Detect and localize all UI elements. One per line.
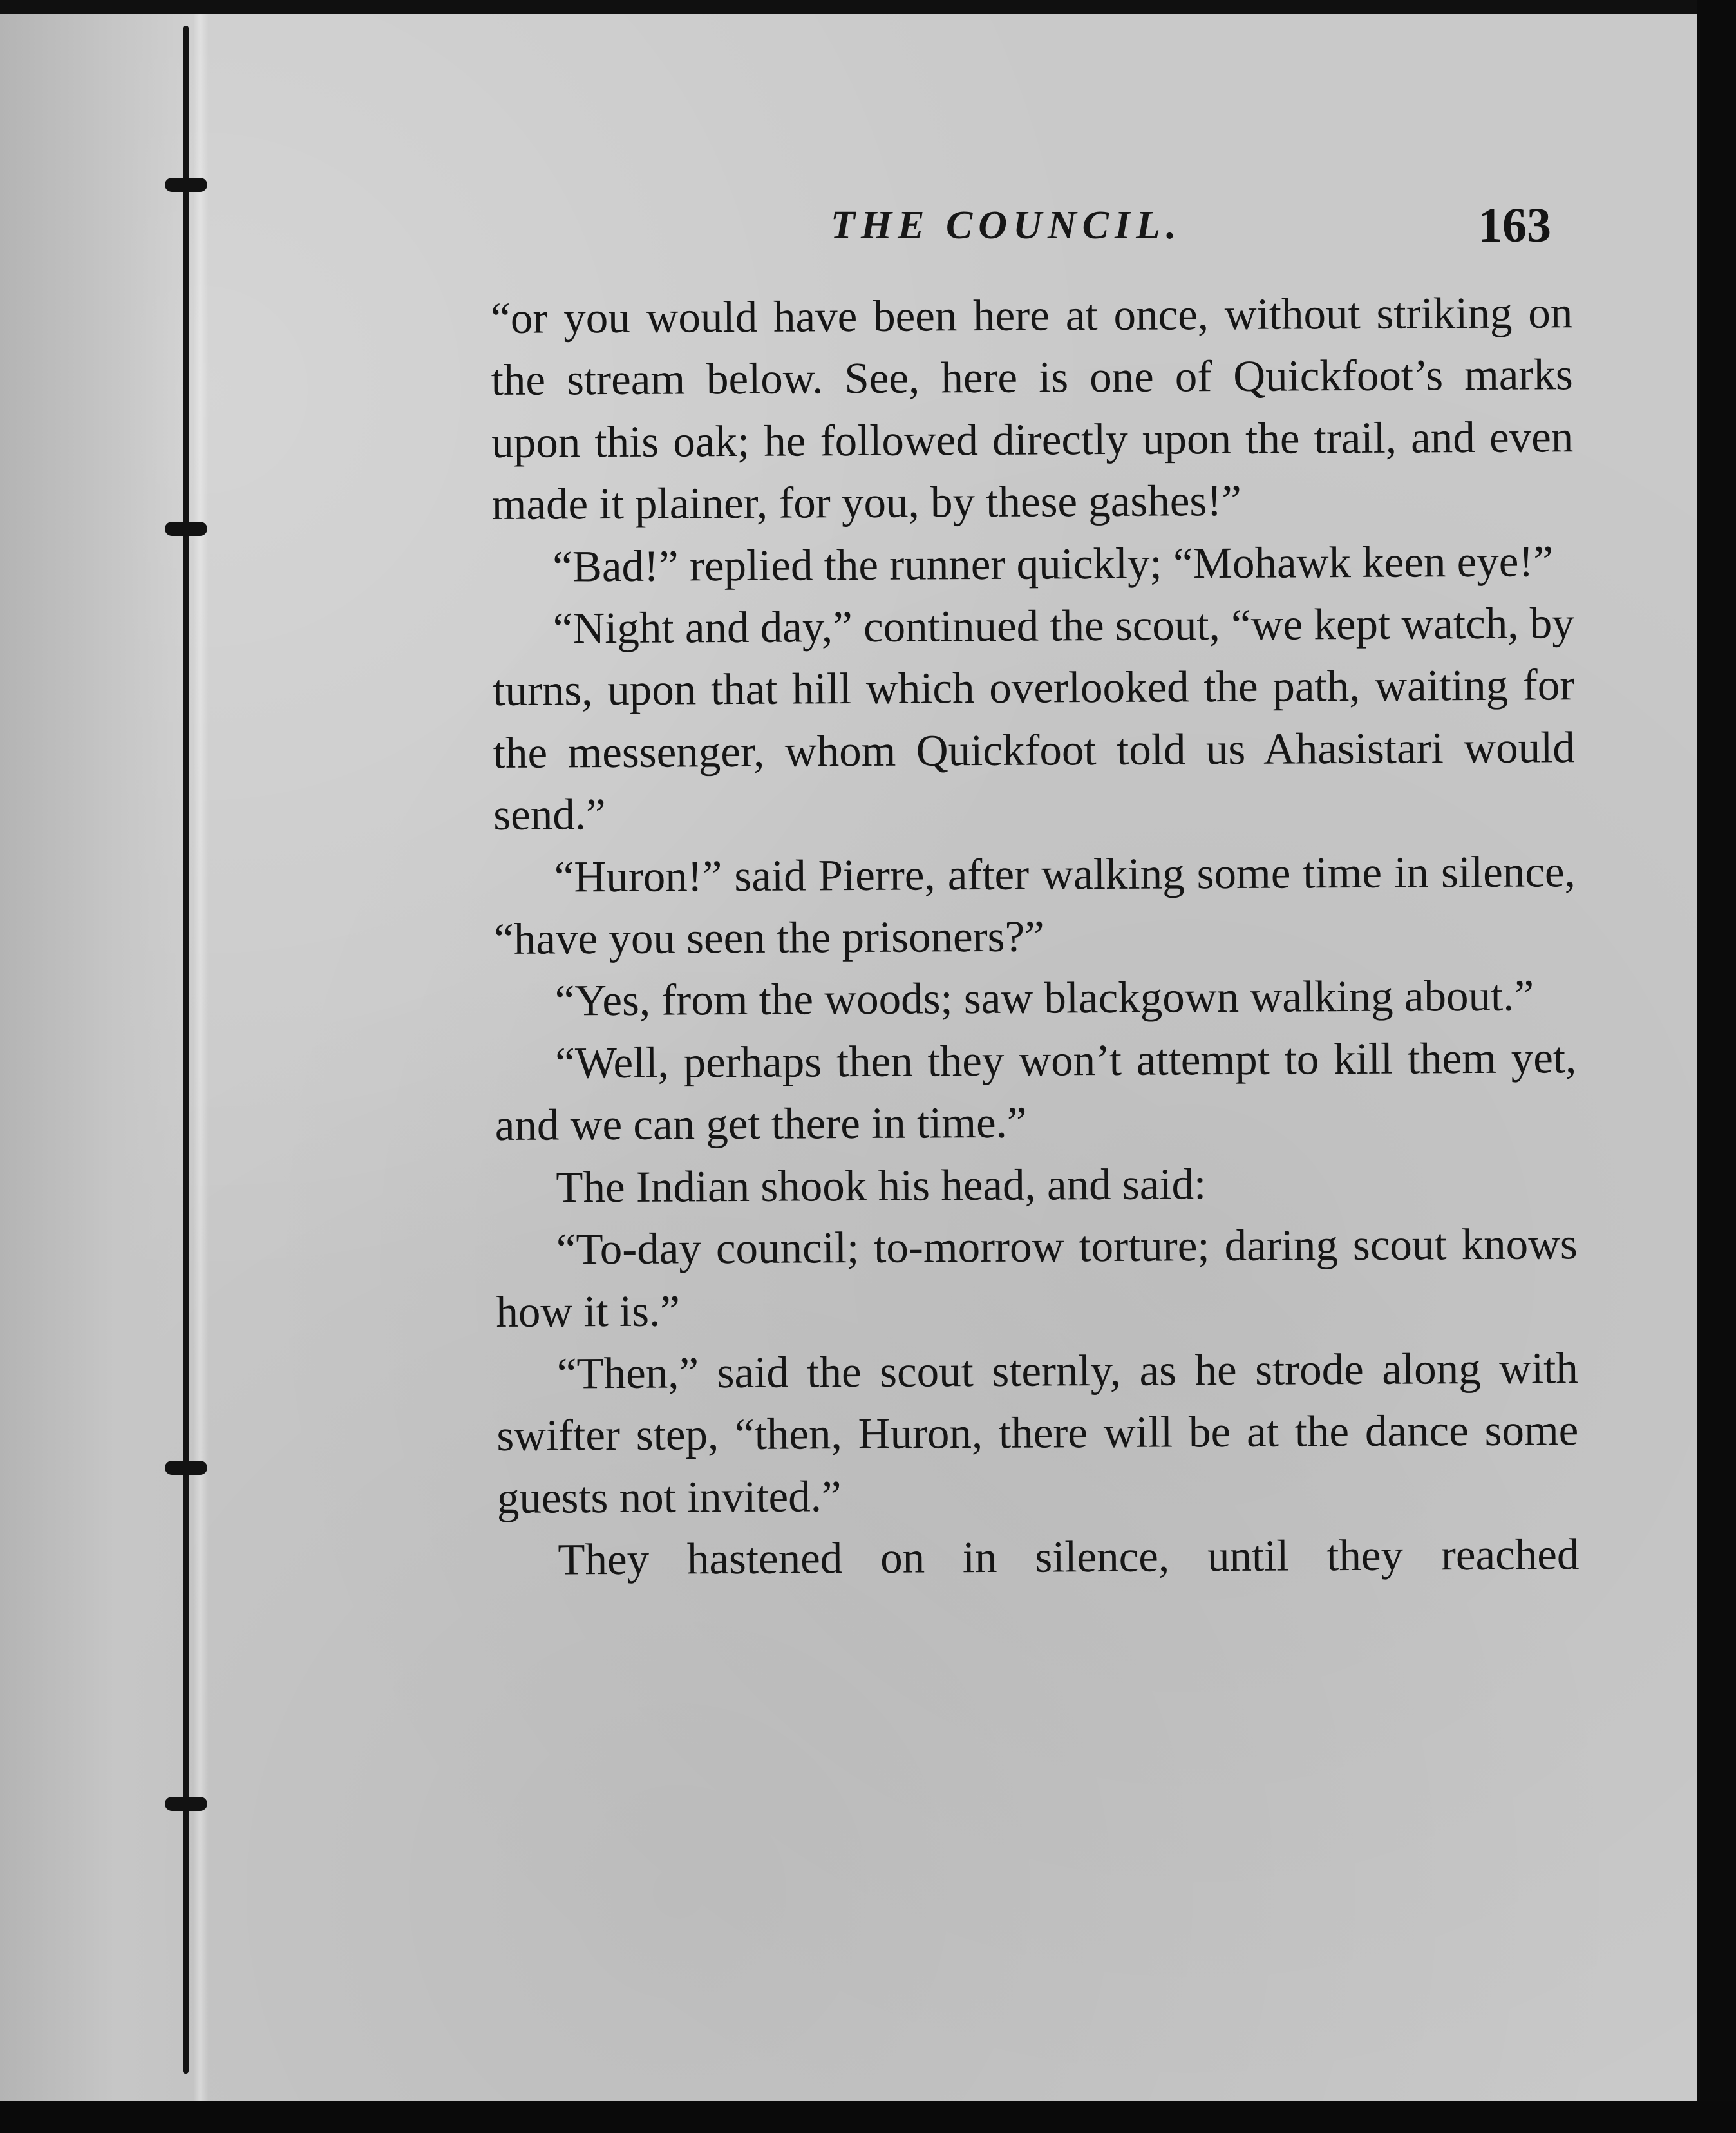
- paragraph: “Then,” said the scout sternly, as he strode along with swifter step, “then, Huron, there will be at the dance some guests not invited.”: [496, 1343, 1579, 1522]
- body-text: [491, 281, 1580, 1591]
- paragraph: “To-day council; to-morrow torture; daring scout knows how it is.”: [496, 1219, 1578, 1336]
- scan-top-border: [0, 0, 1736, 14]
- running-head: [831, 193, 1571, 258]
- paragraph: “Well, perhaps then they won’t attempt to kill them yet, and we can get there in time.”: [495, 1033, 1577, 1150]
- scan-right-border: [1697, 0, 1736, 2133]
- binding-stitch: [165, 522, 207, 536]
- paragraph: “or you would have been here at once, without striking on the stream below. See, here is one of Quickfoot’s marks upon this oak; he followed directly upon the trail, and even made it plainer, for you, by these gashes!”: [491, 288, 1574, 529]
- page-number: 163: [1478, 198, 1551, 252]
- paragraph: “Huron!” said Pierre, after walking some time in silence, “have you seen the prisoners?”: [494, 846, 1576, 964]
- binding-stitch: [165, 1797, 207, 1811]
- page-gutter-shadow: [0, 14, 193, 2101]
- binding-stitch: [165, 1461, 207, 1475]
- paragraph: They hastened on in silence, until they reached: [558, 1530, 1580, 1584]
- paragraph: “Bad!” replied the runner quickly; “Mohawk keen eye!”: [552, 536, 1554, 591]
- book-binding-thread: [183, 26, 189, 2074]
- page-gutter-crease: [193, 14, 209, 2101]
- paragraph: The Indian shook his head, and said:: [556, 1159, 1207, 1212]
- binding-stitch: [165, 178, 207, 192]
- scan-bottom-border: [0, 2101, 1736, 2133]
- paragraph: “Night and day,” continued the scout, “we kept watch, by turns, upon that hill which overlooked the path, waiting for the messenger, whom Quickfoot told us Ahasistari would send.”: [493, 598, 1575, 840]
- chapter-title: THE COUNCIL.: [831, 203, 1182, 247]
- paragraph: “Yes, from the woods; saw blackgown walking about.”: [554, 971, 1534, 1025]
